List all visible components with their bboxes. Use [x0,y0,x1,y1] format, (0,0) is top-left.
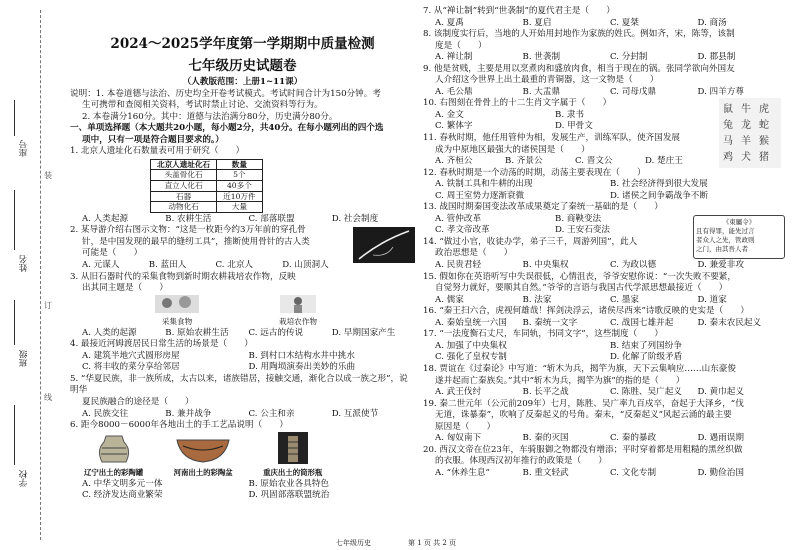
page-number: 第 1 页 共 2 页 [408,539,457,547]
q6-figure-vase: 重庆出土的筒形瓶 [263,432,322,479]
footer-subject: 七年级历史 [336,539,371,547]
q3-images [70,295,415,328]
option[interactable]: C. 经济发达商业繁荣 [82,490,163,501]
option[interactable]: B. 蓝田人 [148,259,187,270]
glyph: 犬 [741,152,751,164]
option[interactable]: C. 周王室势力逐渐衰微 [435,190,525,201]
seal-char-2: 订 [44,301,52,310]
option[interactable]: B. 中央集权 [522,260,569,271]
glyph: 蛇 [759,120,769,132]
option[interactable]: D. 用陶埙演奏出美妙的乐曲 [248,362,356,373]
glyph: 兔 [723,120,733,132]
option[interactable]: A. 匈奴南下 [435,433,482,444]
q2-line-2: 针，是中国发现的最早的缝纫工具”，推断使用骨针的古人类 [82,236,310,247]
q6-figure-jar: 辽宁出土的彩陶罐 [84,432,143,479]
q19-line-3: 原因是（ ） [435,421,496,432]
q6-figure-basin: 河南出土的彩陶盆 [173,432,233,479]
option[interactable]: C. 文化专制 [610,467,657,478]
option[interactable]: B. 农耕生活 [165,213,212,224]
option[interactable]: D. 郡县制 [697,52,736,63]
option[interactable]: D. 楚庄王 [645,156,683,167]
q1-stem: 1. 北京人遗址化石数量表可用于研究（ ） [70,146,245,157]
q9-line-1: 9. 他是贫贱，主要是用以烹煮肉和盛放肉食，相当于现在的锅。张同学欲向外国友 [423,63,735,74]
q20-options [423,468,785,480]
farming-illustration-icon [280,295,316,313]
q17-stem: 17. “一法度衡石丈尺，车同轨，书同文字”，这些制度（ ） [423,329,664,340]
option[interactable]: C. 强化了皇权专制 [435,352,507,363]
option[interactable]: A. 民族交往 [82,408,129,419]
glyph: 马 [723,136,733,148]
glyph: 虎 [759,104,769,116]
instructions-line-2: 生可携带和查阅相关资料，考试时禁止讨论、交流资料等行为。 [82,100,323,111]
q10-stem: 10. 右图刻在骨骨上的十二生肖文字属于（ ） [423,98,612,109]
bone-needle-image [353,227,415,263]
option[interactable]: C. 远古的传说 [248,327,304,338]
q14-line-1: 14. “做过小官，收徒办学，弟子三千，周游列国”，此人 [423,236,638,247]
exam-scope: （人教版范围：上册1~11课） [182,77,303,87]
option[interactable]: B. 结束了列国纷争 [610,340,682,351]
option[interactable]: C. 孝文帝改革 [435,225,490,236]
option[interactable]: D. 山顶洞人 [282,259,329,270]
option[interactable]: A. 中华文明多元一体 [82,478,163,489]
table-header: 数量 [217,159,262,170]
q18-line-1: 18. 贾谊在《过秦论》中写道：“斩木为兵，揭竿为旗，天下云集响应……山东豪俊 [423,363,736,374]
q8-line-1: 8. 该制度实行后，当地的人开始用封地作为家族的姓氏。例如齐，宋，陈等，该制 [423,29,735,40]
q6-stem: 6. 距今8000－6000年各地出土的手工艺品说明（ ） [70,420,288,431]
oracle-bone-glyphs-image [719,98,781,168]
option[interactable]: D. 甲骨文 [555,121,593,132]
q15-options [423,295,785,307]
option[interactable]: B. 法家 [522,294,552,305]
option[interactable]: B. 秦统一文字 [522,317,578,328]
glyph: 羊 [741,136,751,148]
option[interactable]: B. 原始农业各具特色 [248,478,330,489]
q15-line-2: 自觉努力就好，要顺其自然。”爷爷的言语与我国古代学派思想最接近（ ） [435,283,728,294]
exam-title: 2024～2025学年度第一学期期中质量检测 [110,36,375,52]
binding-line [40,10,41,540]
option[interactable]: A. 儒家 [435,294,464,305]
name-label: 姓名 [19,255,29,272]
cylinder-vase-icon [278,432,308,464]
option[interactable]: B. 秦的灭国 [522,433,569,444]
q5-options [70,409,415,421]
painted-jar-icon [92,432,136,464]
q11-line-1: 11. 春秋时期，他任用管仲为相，发展生产，训练军队，使齐国发展 [423,133,681,144]
glyph: 龙 [741,120,751,132]
right-column [423,6,785,479]
q1-fossil-table [150,159,263,213]
glyph: 猴 [759,136,769,148]
section-heading-2: 项中，只有一项是符合题目要求的。） [82,134,224,145]
q3-figure-farming: 栽培农作物 [279,295,317,328]
option[interactable]: B. 长平之战 [522,387,569,398]
option[interactable]: A. 元谋人 [82,259,120,270]
q7-stem: 7. 从“禅让制”转到“世袭制”的夏代君主是（ ） [423,6,615,16]
q3-line-2: 出其同主题是（ ） [82,283,168,294]
option[interactable]: C. 墨家 [610,294,639,305]
option[interactable]: B. 到村口木结构水井中挑水 [248,350,355,361]
option[interactable]: D. 早期国家产生 [331,327,396,338]
table-row: 动物化石 大量 [151,202,263,213]
class-label: 班级 [19,350,29,367]
table-header: 北京人遗址化石 [151,159,217,170]
q9-line-2: 人介绍这今世界上出土最重的青铜器，这一文物是（ ） [435,75,659,86]
option[interactable]: C. 为政以德 [610,260,657,271]
q19-line-1: 19. 秦二世元年（公元前209年）七月，陈胜、吴广率九百戍卒，奋起于大泽乡，“伐 [423,398,744,409]
q8-options [423,52,785,64]
q8-line-2: 度是（ ） [435,40,487,51]
painted-basin-icon [173,432,233,464]
option[interactable]: D. 勤俭治国 [697,467,744,478]
option[interactable]: D. 秦末农民起义 [697,317,762,328]
q13-options [423,214,675,237]
option[interactable]: A. 民贵君轻 [435,260,482,271]
option[interactable]: C. 公主和亲 [248,408,295,419]
table-row: 石器 近10万件 [151,191,263,202]
option[interactable]: C. 分封制 [610,52,648,63]
name-fill-line [14,190,15,250]
q2-options [70,260,349,272]
option[interactable]: B. 大盂鼎 [522,86,561,97]
option[interactable]: B. 隶书 [555,109,584,120]
option[interactable]: C. 秦的暴政 [610,433,657,444]
option[interactable]: D. 巩固部落联盟统治 [248,490,330,501]
q15-line-1: 15. 假如你在英语听写中失误很低，心情沮丧，爷爷安慰你说：“一次失败不要紧， [423,271,736,282]
glyph: 猪 [759,152,769,164]
option[interactable]: B. 兼并战争 [165,408,212,419]
seal-char-1: 装 [44,171,52,180]
option[interactable]: D. 诸侯之间争霸战争不断 [610,190,708,201]
table-row: 直立人化石 40多个 [151,181,263,192]
option[interactable]: A. 管仲改革 [435,213,482,224]
option[interactable]: C. 夏桀 [610,17,639,28]
option[interactable]: A. 齐桓公 [435,156,473,167]
section-heading-1: 一、单项选择题（本大题共20小题，每小题2分，共40分。在每小题列出的四个选 [70,123,384,134]
option[interactable]: C. 将丰收的菜分享给邻居 [82,362,180,373]
seal-char-3: 线 [44,393,52,402]
option[interactable]: B. 世袭制 [522,52,561,63]
school-label: 学校 [19,470,29,487]
seat-fill-line [14,100,15,136]
seat-label: 座号 [19,140,29,157]
option[interactable]: C. 部落联盟 [248,213,295,224]
q2-line-1: 2. 某导游介绍右图示文物：“这是一枚距今约3万年前的穿孔骨 [70,225,306,236]
option[interactable]: B. 夏启 [522,17,552,28]
q2-line-3: 可能是（ ） [82,248,143,259]
q16-options [423,318,785,330]
instructions-line-1: 说明：1. 本卷道德与法治、历史均全开卷考试模式。考试时间合计为150分钟。考 [70,88,381,99]
glyph: 鼠 [723,104,733,116]
option[interactable]: D. 道家 [697,294,727,305]
binding-margin [0,0,58,550]
glyph: 鸡 [723,152,733,164]
q18-options [423,387,785,399]
option[interactable]: C. 晋文公 [575,156,613,167]
gathering-illustration-icon [155,295,199,313]
option[interactable]: C. 战国七雄并起 [610,317,674,328]
q4-stem: 4. 最接近河姆渡居民日常生活的场景是（ ） [70,339,253,350]
q19-options [423,433,785,445]
q1-options [70,214,415,226]
option[interactable]: D. 商汤 [697,17,727,28]
q14-options [423,260,785,272]
q5-line-2: 夏民族融合的途径是（ ） [82,397,194,407]
option[interactable]: D. 互派使节 [331,408,379,419]
left-column [70,6,415,502]
option[interactable]: D. 四羊方尊 [697,86,744,97]
q9-options [423,87,785,99]
option[interactable]: A. 建筑半地穴式圆形房屋 [82,350,180,361]
q12-stem: 12. 春秋时期是一个动荡的时期，动荡主要表现在（ ） [423,167,646,178]
option[interactable]: B. 重文轻武 [522,467,569,478]
option[interactable]: B. 商鞅变法 [555,213,602,224]
q6-images [70,432,415,479]
option[interactable]: C. 司母戊鼎 [610,86,657,97]
option[interactable]: D. 黄巾起义 [697,387,744,398]
option[interactable]: A. “休养生息” [435,467,490,478]
q18-line-2: 遂并起而亡秦族矣。”其中“斩木为兵，揭竿为旗”的指的是（ ） [435,375,685,386]
option[interactable]: A. 毛公鼎 [435,86,473,97]
q20-line-2: 的衣服。体现西汉初年推行的政策是（ ） [435,456,607,467]
table-row: 头盖骨化石 5个 [151,170,263,181]
glyph: 牛 [741,104,751,116]
option[interactable]: A. 夏禹 [435,17,464,28]
q3-figure-gathering: 采集食物 [155,295,199,328]
q19-line-2: 无道，诛暴秦”，吹响了反秦起义的号角。秦末，“反秦起义”风起云涌的最主要 [435,410,732,421]
q11-line-2: 成为中原地区最强大的诸侯国是（ ） [435,144,590,155]
q10-options [423,110,675,133]
q14-line-2: 政治思想是（ ） [435,248,513,259]
option[interactable]: C. 陈胜、吴广起义 [610,387,682,398]
option[interactable]: B. 社会经济得到很大发展 [610,179,708,190]
option[interactable]: C. 繁体字 [435,121,473,132]
q16-stem: 16. “秦王扫六合，虎视何雄哉！挥剑决浮云，诸侯尽西来”诗歌反映的史实是（ ） [423,306,749,317]
option[interactable]: A. 铁制工具和牛耕的出现 [435,179,533,190]
option[interactable]: A. 加强了中央集权 [435,340,507,351]
exam-subtitle: 七年级历史试题卷 [188,58,297,74]
option[interactable]: A. 人类起源 [82,213,129,224]
option[interactable]: D. 王安石变法 [555,225,611,236]
q17-options [423,341,785,364]
option[interactable]: D. 化解了阶级矛盾 [610,352,683,363]
q7-options [423,18,785,30]
option[interactable]: A. 人类的起源 [82,327,137,338]
option[interactable]: D. 遇雨误期 [697,433,744,444]
option[interactable]: A. 禅让制 [435,52,473,63]
option[interactable]: A. 秦始皇统一六国 [435,317,507,328]
option[interactable]: D. 兼爱非攻 [697,260,744,271]
q6-options [70,479,415,502]
q14-quote-box: 《東屬令》 且有得罪，能先过言 者众人之先，管政则 之门，由其吾人者 [693,215,785,259]
q4-options [70,351,415,374]
q5-line-1: 5. “华夏民族，非一族所成，太古以来，诸族错居，接触交通，渐化合以成一族之形”，说明华 [70,373,408,396]
option[interactable]: B. 原始农耕生活 [165,327,229,338]
q12-options [423,179,785,202]
option[interactable]: A. 武王伐纣 [435,387,482,398]
class-fill-line [14,300,15,345]
school-fill-line [14,405,15,465]
instructions-line-3: 2. 本卷满分160分。其中：道德与法治满分80分，历史满分80分。 [82,111,338,122]
q3-options [70,328,415,340]
option[interactable]: A. 金文 [435,109,464,120]
q11-options [423,156,715,168]
q13-stem: 13. 战国时期秦国变法改革成果奠定了秦统一基础的是（ ） [423,202,663,213]
option[interactable]: C. 北京人 [215,259,254,270]
q3-line-1: 3. 从旧石器时代的采集食物到新时期农耕栽培农作物，反映 [70,271,296,282]
option[interactable]: B. 齐景公 [505,156,543,167]
option[interactable]: D. 社会制度 [331,213,379,224]
q20-line-1: 20. 西汉文帝在位23年，车骑服御之物都没有增添；平时穿着都是用粗糙的黑丝织做 [423,444,743,455]
